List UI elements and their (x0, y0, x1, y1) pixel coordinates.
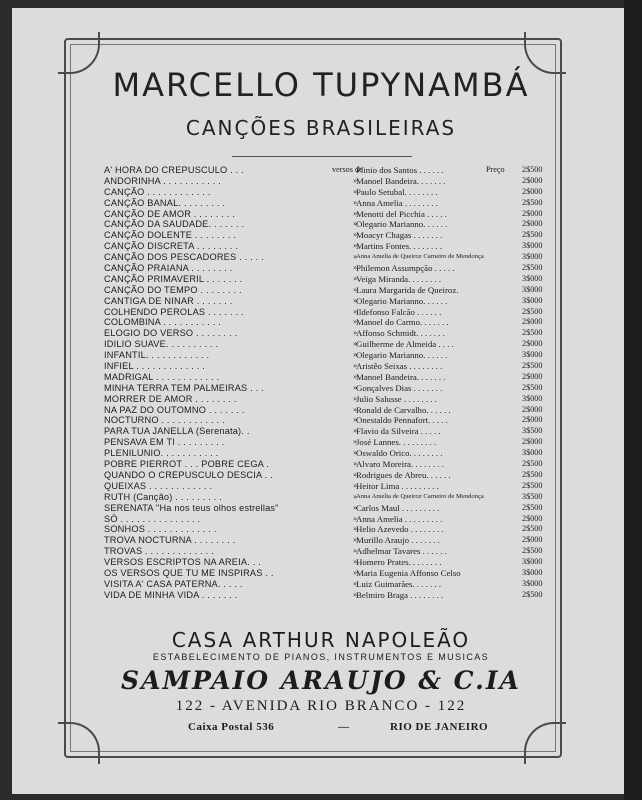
ditto-mark: » (352, 351, 358, 360)
song-author: Homero Prates. . . . . . . . (356, 557, 442, 568)
song-row (104, 503, 556, 514)
song-author: Maria Eugenia Affonso Celso (356, 567, 461, 578)
song-row (104, 415, 556, 426)
song-row (104, 219, 556, 230)
ditto-mark: » (352, 492, 358, 501)
song-price: 2$000 (522, 437, 543, 447)
song-row (104, 361, 556, 372)
ditto-mark: » (352, 187, 358, 196)
song-author: Helio Azevedo . . . . . . . . (356, 524, 444, 535)
song-title: A' HORA DO CREPUSCULO . . . (104, 165, 244, 175)
ditto-mark: » (352, 264, 358, 273)
song-author: José Lannes. . . . . . . . . (356, 437, 437, 448)
song-row (104, 274, 556, 285)
song-author: Martins Fontes. . . . . . . . (356, 241, 443, 252)
song-row (104, 252, 556, 263)
song-title: VISITA A' CASA PATERNA. . . . . (104, 578, 243, 589)
song-author: Menotti del Picchia . . . . . (356, 208, 447, 219)
song-row (104, 492, 556, 503)
song-price: 2$500 (522, 165, 543, 174)
ditto-mark: » (352, 198, 358, 207)
song-author: Anna Amelia de Queiroz Carneiro de Mendonça (356, 492, 484, 500)
song-title: VIDA DE MINHA VIDA . . . . . . . (104, 589, 238, 600)
song-row (104, 394, 556, 405)
ditto-mark: » (352, 296, 358, 305)
song-title: CANÇÃO . . . . . . . . . . . . (104, 186, 211, 197)
ditto-mark: » (352, 449, 358, 458)
song-price: 3$000 (522, 273, 543, 283)
song-price: 2$000 (522, 535, 543, 545)
song-row (104, 568, 556, 579)
song-author: Guilherme de Almeida . . . . (356, 339, 454, 350)
song-row (104, 198, 556, 209)
song-row (104, 459, 556, 470)
publisher-firm: SAMPAIO ARAUJO & C.IA (121, 666, 521, 695)
song-price: 2$000 (522, 219, 543, 229)
collection-title: CANÇÕES BRASILEIRAS (185, 116, 457, 140)
song-title: CANÇÃO DO TEMPO . . . . . . . . (104, 284, 242, 295)
song-title: MINHA TERRA TEM PALMEIRAS . . . (104, 382, 264, 393)
song-author: Aristêo Seixas . . . . . . . . (356, 361, 443, 372)
song-row (104, 263, 556, 274)
ditto-mark: » (352, 590, 358, 599)
ditto-mark: » (352, 536, 358, 545)
song-row (104, 307, 556, 318)
song-price: 2$500 (522, 524, 543, 534)
song-price: 2$500 (522, 197, 543, 207)
song-title: ANDORINHA . . . . . . . . . . . (104, 175, 221, 186)
title-divider (232, 156, 412, 157)
song-price: 2$000 (522, 415, 543, 425)
song-title: QUANDO O CREPUSCULO DESCIA . . (104, 469, 273, 480)
song-price: 2$500 (522, 382, 543, 392)
song-author: Flavio da Silveira . . . . . (356, 426, 441, 437)
ditto-mark: » (352, 242, 358, 251)
song-title: PLENILUNIO. . . . . . . . . . . (104, 448, 219, 459)
ditto-mark: » (352, 579, 358, 588)
song-author: Adhelmar Tavares . . . . . . (356, 546, 447, 557)
publisher-house: CASA ARTHUR NAPOLEÃO (171, 628, 471, 652)
song-title: CANTIGA DE NINAR . . . . . . . (104, 295, 233, 306)
versos-de-label: versos de (332, 165, 363, 174)
publisher-separator-dash: — (338, 721, 350, 733)
song-row (104, 535, 556, 546)
song-price: 3$000 (522, 578, 543, 588)
ditto-mark: » (352, 307, 358, 316)
song-price: 2$000 (522, 208, 543, 218)
ditto-mark: » (352, 372, 358, 381)
song-author: Veiga Miranda. . . . . . . . (356, 273, 442, 284)
song-price: 3$000 (522, 350, 543, 360)
song-author: Alvaro Moreira. . . . . . . . (356, 459, 444, 470)
ditto-mark: » (352, 340, 358, 349)
song-title: INFIEL . . . . . . . . . . . . . (104, 361, 206, 372)
publisher-postal-box: Caixa Postal 536 (188, 721, 275, 733)
song-author: Manoel do Carmo. . . . . . . (356, 317, 449, 328)
song-author: Manoel Bandeira. . . . . . . (356, 175, 446, 186)
song-row (104, 448, 556, 459)
song-row (104, 579, 556, 590)
song-title: CANÇÃO DE AMOR . . . . . . . . (104, 208, 236, 219)
publisher-address: 122 - AVENIDA RIO BRANCO - 122 (175, 698, 467, 714)
song-author: Affonso Schmidt. . . . . . . (356, 328, 445, 339)
song-row (104, 241, 556, 252)
song-author: Olegario Marianno. . . . . . (356, 350, 448, 361)
song-author: Plinio dos Santos . . . . . . (356, 165, 444, 175)
song-row (104, 230, 556, 241)
ditto-mark: » (352, 394, 358, 403)
song-row (104, 481, 556, 492)
song-title: CANÇÃO PRIMAVERIL . . . . . . . (104, 273, 243, 284)
ditto-mark: » (352, 176, 358, 185)
song-title: INFANTIL. . . . . . . . . . . . (104, 350, 210, 361)
ditto-mark: » (352, 253, 358, 262)
song-price: 2$500 (522, 502, 543, 512)
song-row (104, 514, 556, 525)
song-price: 2$500 (522, 361, 543, 371)
song-title: POBRE PIERROT . . . POBRE CEGA . (104, 459, 270, 470)
price-label: Preço (486, 165, 505, 174)
song-author: Carlos Maul . . . . . . . . . (356, 502, 440, 513)
song-title: CANÇÃO DOLENTE . . . . . . . . (104, 230, 237, 241)
ditto-mark: » (352, 547, 358, 556)
ditto-mark: » (352, 405, 358, 414)
song-author: Onestaldo Pennafort. . . . . (356, 415, 448, 426)
song-title: QUEIXAS . . . . . . . . . . . . (104, 480, 213, 491)
song-row (104, 470, 556, 481)
song-title: MORRER DE AMOR . . . . . . . . (104, 393, 237, 404)
song-title: SERENATA "Ha nos teus olhos estrellas" (104, 502, 279, 513)
song-author: Anna Amelia de Queiroz Carneiro de Mendonça (356, 253, 484, 261)
song-title: NA PAZ DO OUTOMNO . . . . . . . (104, 404, 245, 415)
song-author: Anna Amelia . . . . . . . . . (356, 513, 443, 524)
ditto-mark: » (352, 231, 358, 240)
ditto-mark: » (352, 525, 358, 534)
song-price: 2$500 (522, 306, 543, 316)
song-price: 2$500 (522, 263, 543, 273)
song-title: TROVA NOCTURNA . . . . . . . . (104, 535, 236, 546)
song-title: PENSAVA EM TI . . . . . . . . . (104, 437, 225, 448)
song-title: VERSOS ESCRIPTOS NA AREIA. . . (104, 557, 261, 568)
publisher-city: RIO DE JANEIRO (390, 721, 489, 733)
ditto-mark: » (352, 209, 358, 218)
ditto-mark: » (352, 514, 358, 523)
song-row (104, 372, 556, 383)
song-author: Luiz Guimarães. . . . . . . (356, 578, 442, 589)
song-title: CANÇÃO BANAL. . . . . . . . . (104, 197, 226, 208)
song-price: 2$000 (522, 404, 543, 414)
song-author: Heitor Lima . . . . . . . . . (356, 480, 439, 491)
song-row (104, 317, 556, 328)
song-author: Rodrigues de Abreu. . . . . . (356, 469, 451, 480)
song-author: Olegario Marianno. . . . . . (356, 295, 448, 306)
song-row (104, 339, 556, 350)
song-price: 2$500 (522, 328, 543, 338)
song-row (104, 524, 556, 535)
ditto-mark: » (352, 220, 358, 229)
song-price: 3$500 (522, 491, 543, 501)
song-price: 2$500 (522, 469, 543, 479)
song-price: 2$500 (522, 459, 543, 469)
song-title: TROVAS . . . . . . . . . . . . . (104, 546, 214, 557)
song-author: Manoel Bandeira. . . . . . . (356, 371, 446, 382)
song-row (104, 405, 556, 416)
song-title: CANÇÃO DA SAUDADE. . . . . . . (104, 219, 245, 230)
song-title: MADRIGAL . . . . . . . . . . . . (104, 371, 220, 382)
song-title: IDILIO SUAVE. . . . . . . . . . (104, 339, 219, 350)
song-list (104, 165, 556, 601)
song-row (104, 176, 556, 187)
song-title: OS VERSOS QUE TU ME INSPIRAS . . (104, 567, 274, 578)
song-row (104, 437, 556, 448)
ditto-mark: » (352, 568, 358, 577)
song-price: 3$000 (522, 393, 543, 403)
ditto-mark: » (352, 503, 358, 512)
ditto-mark: » (352, 460, 358, 469)
song-row (104, 426, 556, 437)
publisher-business: ESTABELECIMENTO DE PIANOS, INSTRUMENTOS E MUSICAS (152, 652, 490, 662)
song-row (104, 165, 556, 176)
composer-name: MARCELLO TUPYNAMBÁ (112, 66, 530, 104)
song-title: SÓ . . . . . . . . . . . . . . . (104, 513, 201, 524)
song-title: CANÇÃO DISCRETA . . . . . . . . (104, 241, 239, 252)
song-price: 2$500 (522, 589, 543, 599)
ditto-mark: » (352, 481, 358, 490)
song-author: Philemon Assumpção . . . . . (356, 263, 455, 274)
ditto-mark: » (352, 438, 358, 447)
song-row (104, 296, 556, 307)
song-row (104, 383, 556, 394)
song-price: 2$000 (522, 339, 543, 349)
song-price: 3$500 (522, 426, 543, 436)
song-author: Moacyr Chagas . . . . . . . (356, 230, 443, 241)
song-author: Julio Salusse . . . . . . . . (356, 393, 437, 404)
song-title: COLHENDO PEROLAS . . . . . . . (104, 306, 244, 317)
song-author: Belmiro Braga . . . . . . . . (356, 589, 444, 600)
song-author: Murillo Araujo . . . . . . . (356, 535, 440, 546)
ditto-mark: » (352, 318, 358, 327)
song-row (104, 209, 556, 220)
song-author: Anna Amelia . . . . . . . . (356, 197, 438, 208)
song-title: SONHOS . . . . . . . . . . . . . (104, 524, 217, 535)
song-title: NOCTURNO . . . . . . . . . . . . (104, 415, 225, 426)
ditto-mark: » (352, 470, 358, 479)
song-price: 2$500 (522, 230, 543, 240)
song-author: Laura Margarida de Queiroz. (356, 284, 459, 295)
song-author: Ronald de Carvalho. . . . . . (356, 404, 451, 415)
song-price: 2$000 (522, 175, 543, 185)
song-price: 3$000 (522, 448, 543, 458)
ditto-mark: » (352, 329, 358, 338)
song-author: Ildefonso Falcão . . . . . . (356, 306, 442, 317)
song-title: COLOMBINA . . . . . . . . . . . (104, 317, 221, 328)
song-price: 3$000 (522, 567, 543, 577)
song-row (104, 328, 556, 339)
song-row (104, 546, 556, 557)
ditto-mark: » (352, 362, 358, 371)
song-title: CANÇÃO PRAIANA . . . . . . . . (104, 263, 233, 274)
ditto-mark: » (352, 274, 358, 283)
song-title: ELOGIO DO VERSO . . . . . . . . (104, 328, 238, 339)
song-price: 2$000 (522, 186, 543, 196)
ditto-mark: » (352, 416, 358, 425)
ditto-mark: » (352, 427, 358, 436)
song-author: Gonçalves Dias . . . . . . . (356, 382, 443, 393)
song-price: 3$000 (522, 252, 543, 262)
song-author: Olegario Marianno. . . . . . (356, 219, 448, 230)
ditto-mark: » (352, 285, 358, 294)
song-row (104, 350, 556, 361)
song-row (104, 187, 556, 198)
song-price: 2$500 (522, 480, 543, 490)
song-price: 3$000 (522, 557, 543, 567)
song-price: 2$000 (522, 371, 543, 381)
song-row (104, 557, 556, 568)
song-author: Oswaldo Orico. . . . . . . . (356, 448, 443, 459)
song-row (104, 285, 556, 296)
ditto-mark: » (352, 383, 358, 392)
song-price: 2$000 (522, 513, 543, 523)
song-title: CANÇÃO DOS PESCADORES . . . . . (104, 252, 264, 263)
song-title: PARA TUA JANELLA (Serenata). . (104, 426, 250, 437)
song-title: RUTH (Canção) . . . . . . . . . (104, 491, 223, 502)
song-price: 3$000 (522, 241, 543, 251)
song-price: 3$000 (522, 295, 543, 305)
song-price: 3$000 (522, 284, 543, 294)
song-author: Paulo Setubal. . . . . . . . (356, 186, 438, 197)
song-row (104, 590, 556, 601)
song-price: 2$500 (522, 546, 543, 556)
song-price: 2$000 (522, 317, 543, 327)
ditto-mark: » (352, 558, 358, 567)
